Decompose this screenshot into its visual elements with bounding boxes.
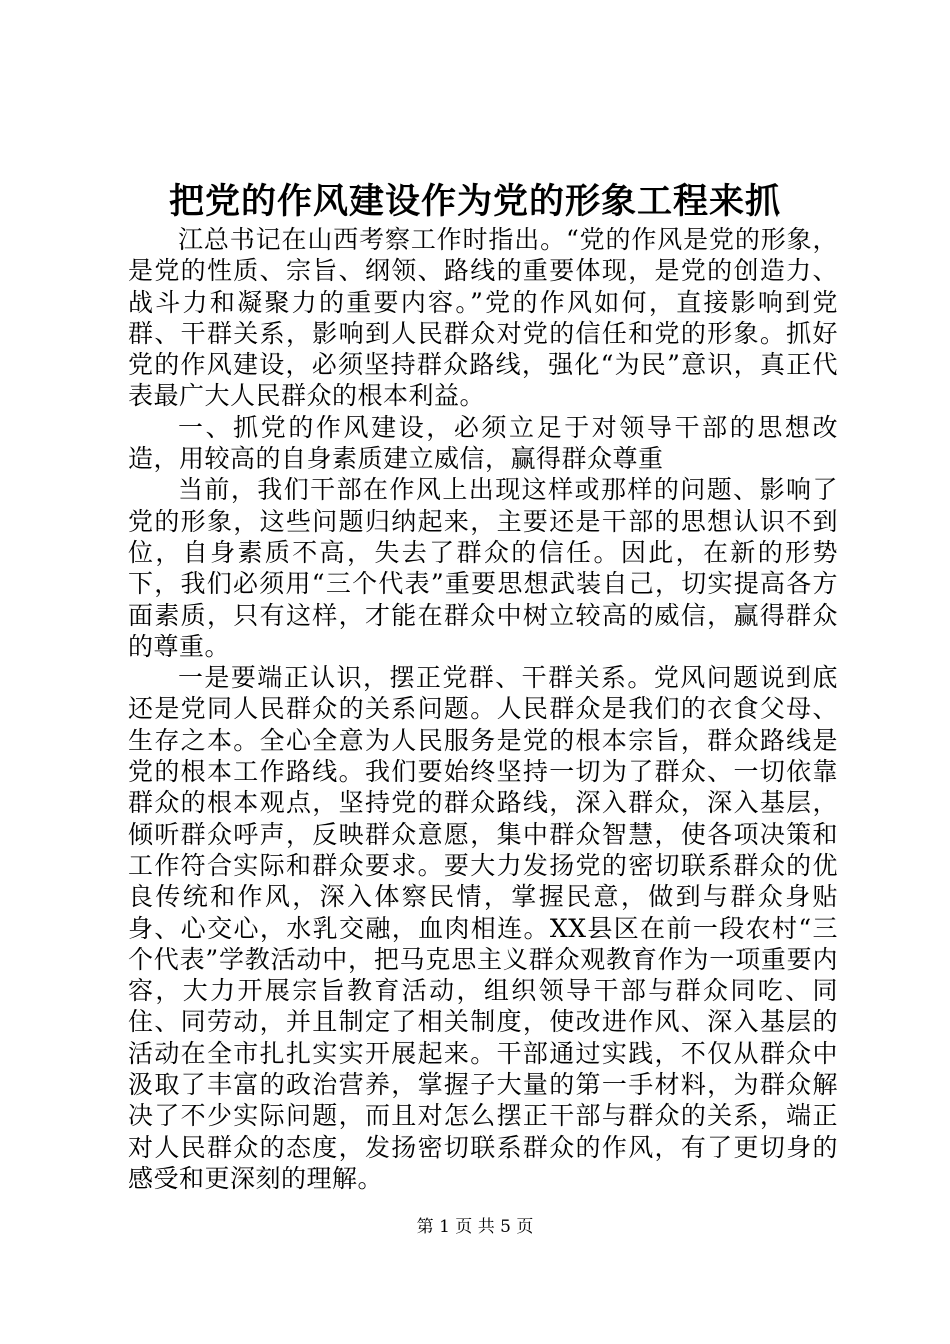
section-heading: 一、抓党的作风建设，必须立足于对领导干部的思想改造，用较高的自身素质建立威信，赢得群众尊重 [128,412,838,474]
document-title: 把党的作风建设作为党的形象工程来抓 [168,181,781,222]
paragraph-point-one: 一是要端正认识，摆正党群、干群关系。党风问题说到底还是党同人民群众的关系问题。人民群众是我们的衣食父母、生存之本。全心全意为人民服务是党的根本宗旨，群众路线是党的根本工作路线。我们要始终坚持一切为了群众、一切依靠群众的根本观点，坚持党的群众路线，深入群众，深入基层，倾听群众呼声，反映群众意愿，集中群众智慧，使各项决策和工作符合实际和群众要求。要大力发扬党的密切联系群众的优良传统和作风，深入体察民情，掌握民意，做到与群众身贴身、心交心，水乳交融，血肉相连。XX县区在前一段农村“三个代表”学教活动中，把马克思主义群众观教育作为一项重要内容，大力开展宗旨教育活动，组织领导干部与群众同吃、同住、同劳动，并且制定了相关制度，使改进作风、深入基层的活动在全市扎扎实实开展起来。干部通过实践，不仅从群众中汲取了丰富的政治营养，掌握子大量的第一手材料，为群众解决了不少实际问题，而且对怎么摆正干部与群众的关系，端正对人民群众的态度，发扬密切联系群众的作风，有了更切身的感受和更深刻的理解。 [128,663,838,1193]
page-number-footer: 第 1 页 共 5 页 [416,1217,534,1237]
document-body [128,224,838,1194]
paragraph-intro: 江总书记在山西考察工作时指出。“党的作风是党的形象，是党的性质、宗旨、纲领、路线的重要体现，是党的创造力、战斗力和凝聚力的重要内容。”党的作风如何，直接影响到党群、干群关系，影响到人民群众对党的信任和党的形象。抓好党的作风建设，必须坚持群众路线，强化“为民”意识，真正代表最广大人民群众的根本利益。 [128,225,838,411]
paragraph-current-situation: 当前，我们干部在作风上出现这样或那样的问题、影响了党的形象，这些问题归纳起来，主要还是干部的思想认识不到位，自身素质不高，失去了群众的信任。因此，在新的形势下，我们必须用“三个代表”重要思想武装自己，切实提高各方面素质，只有这样，才能在群众中树立较高的威信，赢得群众的尊重。 [128,475,838,661]
